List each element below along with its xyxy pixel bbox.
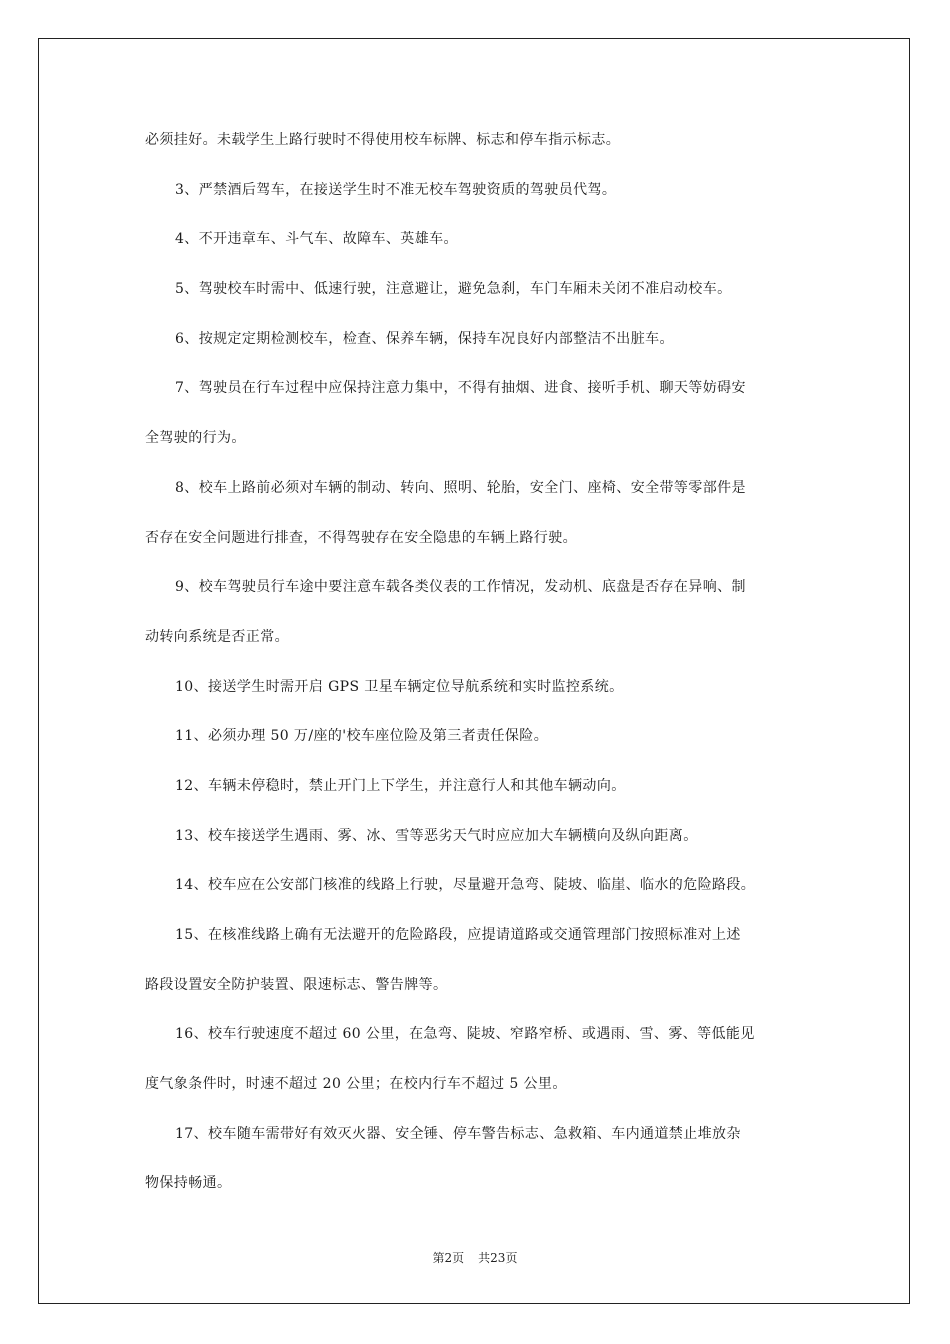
document-body <box>145 116 810 1209</box>
text-line: 5、驾驶校车时需中、低速行驶，注意避让，避免急刹，车门车厢未关闭不准启动校车。 <box>175 281 732 298</box>
text-line: 必须挂好。未载学生上路行驶时不得使用校车标牌、标志和停车指示标志。 <box>145 132 621 148</box>
text-line: 10、接送学生时需开启 GPS 卫星车辆定位导航系统和实时监控系统。 <box>175 678 624 695</box>
page-number: 第2页 <box>432 1251 465 1265</box>
page-footer <box>0 1249 950 1266</box>
text-line: 全驾驶的行为。 <box>145 430 246 447</box>
text-line: 12、车辆未停稳时，禁止开门上下学生，并注意行人和其他车辆动向。 <box>175 777 626 794</box>
text-line: 路段设置安全防护装置、限速标志、警告牌等。 <box>145 976 448 993</box>
text-line: 16、校车行驶速度不超过 60 公里，在急弯、陡坡、窄路窄桥、或遇雨、雪、雾、等低能见 <box>175 1026 755 1043</box>
text-line: 13、校车接送学生遇雨、雾、冰、雪等恶劣天气时应应加大车辆横向及纵向距离。 <box>175 827 698 844</box>
page-total: 共23页 <box>478 1251 518 1265</box>
text-line: 3、严禁酒后驾车，在接送学生时不准无校车驾驶资质的驾驶员代驾。 <box>175 181 617 198</box>
text-line: 度气象条件时，时速不超过 20 公里；在校内行车不超过 5 公里。 <box>145 1076 567 1093</box>
text-line: 否存在安全问题进行排查，不得驾驶存在安全隐患的车辆上路行驶。 <box>145 529 577 546</box>
text-line: 4、不开违章车、斗气车、故障车、英雄车。 <box>175 231 458 248</box>
text-line: 6、按规定定期检测校车，检查、保养车辆，保持车况良好内部整洁不出脏车。 <box>175 330 674 347</box>
text-line: 14、校车应在公安部门核准的线路上行驶，尽量避开急弯、陡坡、临崖、临水的危险路段。 <box>175 877 756 894</box>
text-line: 11、必须办理 50 万/座的'校车座位险及第三者责任保险。 <box>175 728 549 745</box>
text-line: 7、驾驶员在行车过程中应保持注意力集中，不得有抽烟、进食、接听手机、聊天等妨碍安 <box>175 380 746 397</box>
text-line: 17、校车随车需带好有效灭火器、安全锤、停车警告标志、急救箱、车内通道禁止堆放杂 <box>175 1125 741 1142</box>
text-line: 9、校车驾驶员行车途中要注意车载各类仪表的工作情况，发动机、底盘是否存在异响、制 <box>175 579 746 596</box>
text-line: 物保持畅通。 <box>145 1175 232 1192</box>
text-line: 动转向系统是否正常。 <box>145 628 289 645</box>
text-line: 15、在核准线路上确有无法避开的危险路段，应提请道路或交通管理部门按照标准对上述 <box>175 927 741 943</box>
text-line: 8、校车上路前必须对车辆的制动、转向、照明、轮胎，安全门、座椅、安全带等零部件是 <box>175 479 746 496</box>
